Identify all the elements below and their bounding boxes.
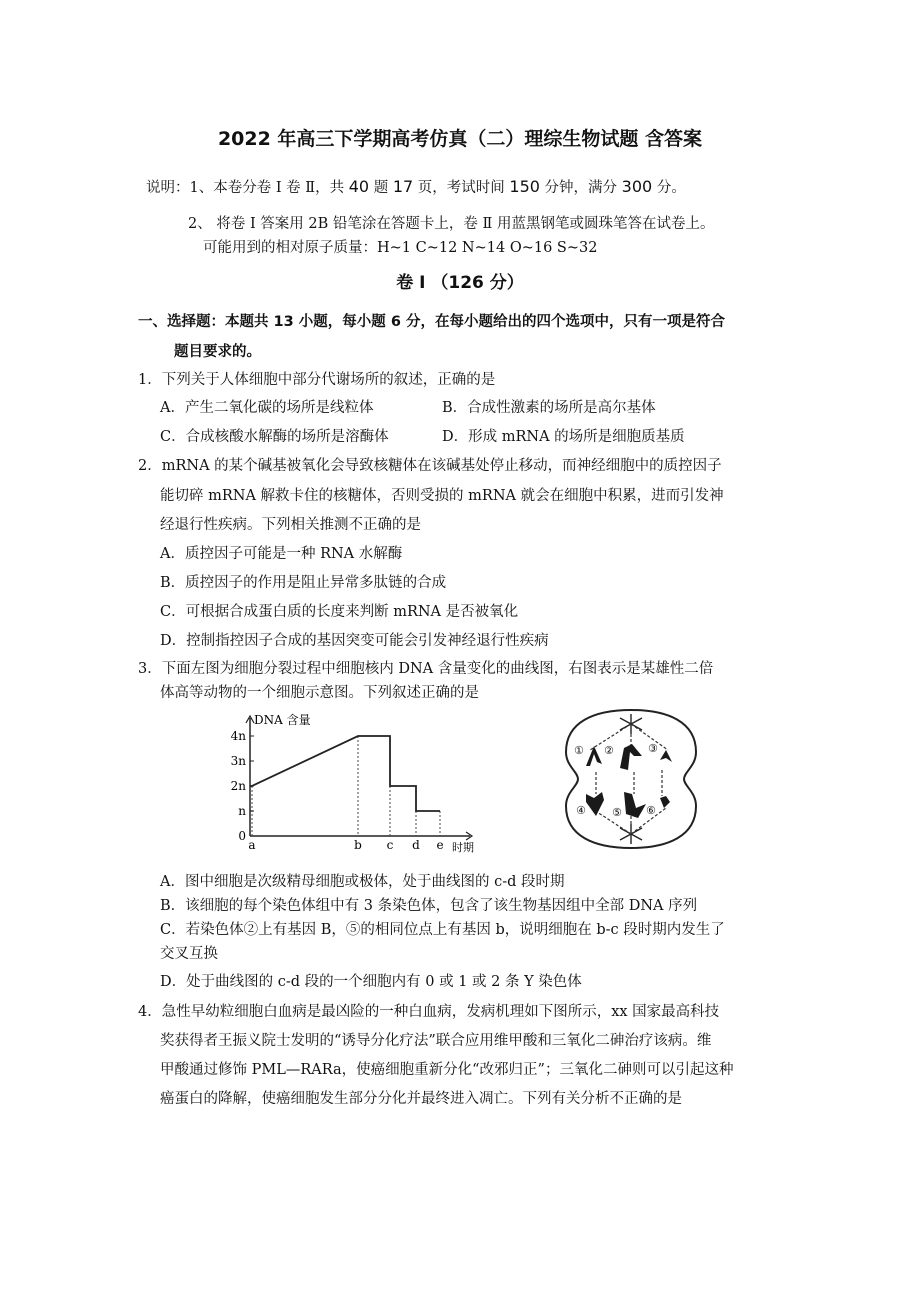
instructions-text: 分。 (652, 180, 686, 196)
x-tick-label: b (354, 838, 362, 852)
y-tick-label: 0 (238, 829, 246, 843)
y-tick-label: 3n (230, 754, 246, 768)
label-3: ③ (648, 742, 658, 755)
label-6: ⑥ (646, 804, 656, 817)
question-3-option-d: D．处于曲线图的 c-d 段的一个细胞内有 0 或 1 或 2 条 Y 染色体 (160, 974, 582, 990)
question-2-stem: 2．mRNA 的某个碱基被氧化会导致核糖体在该碱基处停止移动，而神经细胞中的质控因子 (138, 458, 722, 474)
question-3-option-b: B．该细胞的每个染色体组中有 3 条染色体，包含了该生物基因组中全部 DNA 序列 (160, 898, 698, 914)
x-tick-label: e (436, 838, 444, 852)
cell-division-diagram (556, 704, 706, 854)
question-4-stem-cont: 癌蛋白的降解，使癌细胞发生部分分化并最终进入凋亡。下列有关分析不正确的是 (160, 1091, 682, 1107)
instructions-line-1 (146, 176, 686, 197)
question-3-stem-cont: 体高等动物的一个细胞示意图。下列叙述正确的是 (160, 685, 479, 701)
question-3-option-c-cont: 交叉互换 (160, 946, 218, 962)
instructions-text: 说明：1、本卷分卷 I 卷 Ⅱ，共 (146, 180, 349, 196)
question-1-option-d: D．形成 mRNA 的场所是细胞质基质 (442, 429, 685, 445)
question-3-option-a: A．图中细胞是次级精母细胞或极体，处于曲线图的 c-d 段时期 (160, 874, 565, 890)
x-tick-label: d (412, 838, 420, 852)
question-2-option-c: C．可根据合成蛋白质的长度来判断 mRNA 是否被氧化 (160, 604, 519, 620)
question-count: 40 (348, 177, 370, 196)
section-title: 卷 I （126 分） (396, 273, 524, 293)
chromosome-3 (660, 750, 672, 762)
question-2-option-d: D．控制指控因子合成的基因突变可能会引发神经退行性疾病 (160, 633, 549, 649)
section-heading-cont: 题目要求的。 (174, 344, 261, 360)
question-4-stem-cont: 奖获得者王振义院士发明的“诱导分化疗法”联合应用维甲酸和三氧化二砷治疗该病。维 (160, 1033, 712, 1049)
y-tick-label: 4n (230, 729, 246, 743)
chromosomes (586, 744, 672, 818)
question-1-option-a: A．产生二氧化碳的场所是线粒体 (160, 400, 374, 416)
question-2-stem-cont: 经退行性疾病。下列相关推测不正确的是 (160, 517, 421, 533)
instructions-text: 分钟，满分 (539, 180, 622, 196)
question-1-option-b: B．合成性激素的场所是高尔基体 (442, 400, 656, 416)
y-axis-label: DNA 含量 (254, 713, 311, 727)
chromosome-2 (620, 744, 642, 770)
question-2-option-a: A．质控因子可能是一种 RNA 水解酶 (160, 546, 403, 562)
section-heading: 一、选择题：本题共 13 小题，每小题 6 分，在每小题给出的四个选项中，只有一项是符合 (138, 314, 725, 330)
question-1-stem: 1．下列关于人体细胞中部分代谢场所的叙述，正确的是 (138, 372, 496, 388)
dna-content-chart (222, 708, 482, 858)
chromosome-5 (624, 792, 646, 818)
atomic-masses: 可能用到的相对原子质量：H~1 C~12 N~14 O~16 S~32 (203, 240, 598, 256)
x-tick-label: c (386, 838, 394, 852)
y-tick-label: 2n (230, 779, 246, 793)
spindle-fibers (590, 724, 668, 834)
label-2: ② (604, 744, 614, 757)
chromosome-labels (574, 742, 658, 819)
question-4-stem-cont: 甲酸通过修饰 PML—RARa，使癌细胞重新分化“改邪归正”；三氧化二砷则可以引起这种 (160, 1062, 734, 1078)
question-1-option-c: C．合成核酸水解酶的场所是溶酶体 (160, 429, 389, 445)
instructions-text: 页，考试时间 (413, 180, 510, 196)
y-tick-label: n (238, 804, 246, 818)
x-axis-label: 时期 (452, 841, 474, 854)
page-count: 17 (392, 177, 414, 196)
chromosome-4 (586, 792, 604, 816)
label-1: ① (574, 744, 584, 757)
question-3-option-c: C．若染色体②上有基因 B，⑤的相同位点上有基因 b，说明细胞在 b-c 段时期内发生了 (160, 922, 725, 938)
question-4-stem: 4．急性早幼粒细胞白血病是最凶险的一种白血病，发病机理如下图所示，xx 国家最高科技 (138, 1004, 720, 1020)
question-2-option-b: B．质控因子的作用是阻止异常多肽链的合成 (160, 575, 447, 591)
chromosome-1 (586, 746, 602, 766)
x-tick-label: a (248, 838, 256, 852)
chromosome-6 (660, 796, 670, 808)
label-4: ④ (576, 804, 586, 817)
document-title: 2022 年高三下学期高考仿真（二）理综生物试题 含答案 (217, 128, 703, 150)
question-2-stem-cont: 能切碎 mRNA 解救卡住的核糖体，否则受损的 mRNA 就会在细胞中积累，进而引发神 (160, 488, 724, 504)
instructions-line-2: 2、 将卷 I 答案用 2B 铅笔涂在答题卡上，卷 Ⅱ 用蓝黑钢笔或圆珠笔答在试卷上。 (188, 216, 715, 232)
label-5: ⑤ (612, 806, 622, 819)
question-3-stem: 3．下面左图为细胞分裂过程中细胞核内 DNA 含量变化的曲线图，右图表示是某雄性二倍 (138, 661, 714, 677)
exam-duration: 150 (509, 177, 540, 196)
instructions-text: 题 (369, 180, 393, 196)
total-score: 300 (621, 177, 653, 196)
dna-content-line (252, 736, 440, 811)
